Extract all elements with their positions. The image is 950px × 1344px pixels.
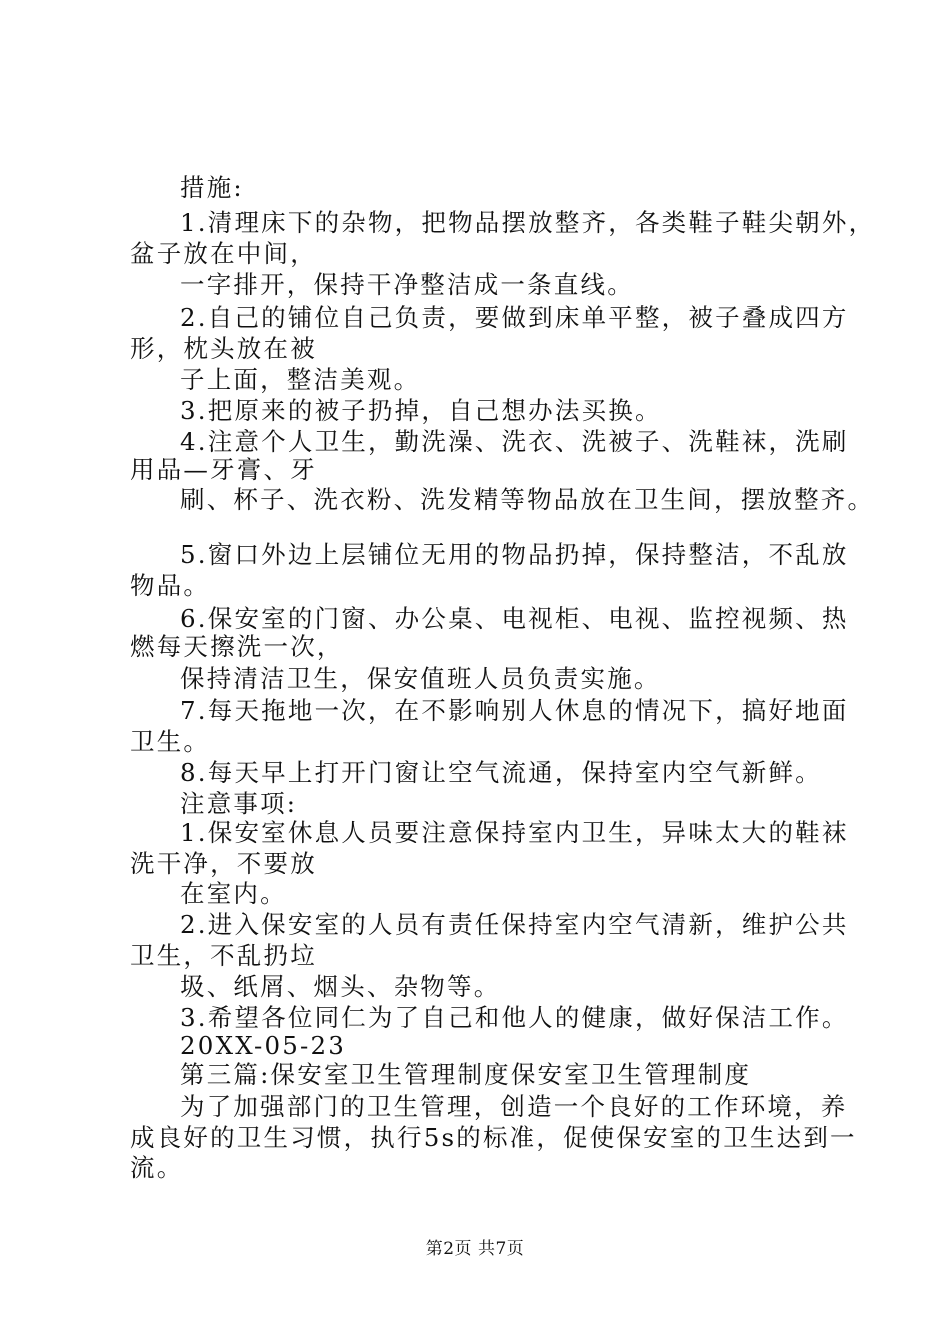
date-line: 20XX-05-23 — [180, 1031, 347, 1060]
text-line: 流。 — [130, 1153, 184, 1182]
text-line: 子上面，整洁美观。 — [180, 365, 421, 394]
text-line: 5.窗口外边上层铺位无用的物品扔掉，保持整洁，不乱放 — [180, 540, 849, 569]
text-line: 3.希望各位同仁为了自己和他人的健康，做好保洁工作。 — [180, 1003, 849, 1032]
text-line: 4.注意个人卫生，勤洗澡、洗衣、洗被子、洗鞋袜，洗刷 — [180, 427, 849, 456]
text-line: 圾、纸屑、烟头、杂物等。 — [180, 972, 501, 1001]
text-line: 洗干净，不要放 — [130, 849, 317, 878]
text-line: 燃每天擦洗一次， — [130, 632, 344, 661]
text-line: 形，枕头放在被 — [130, 334, 317, 363]
text-line: 8.每天早上打开门窗让空气流通，保持室内空气新鲜。 — [180, 758, 822, 787]
text-line: 为了加强部门的卫生管理，创造一个良好的工作环境，养 — [180, 1092, 848, 1121]
text-line: 1.保安室休息人员要注意保持室内卫生，异味太大的鞋袜 — [180, 818, 849, 847]
text-line: 注意事项: — [180, 789, 298, 818]
text-line: 盆子放在中间， — [130, 239, 317, 268]
text-line: 保持清洁卫生，保安值班人员负责实施。 — [180, 664, 661, 693]
text-line: 1.清理床下的杂物，把物品摆放整齐，各类鞋子鞋尖朝外， — [180, 208, 876, 237]
text-line: 6.保安室的门窗、办公桌、电视柜、电视、监控视频、热 — [180, 604, 849, 633]
text-line: 成良好的卫生习惯，执行5s的标准，促使保安室的卫生达到一 — [130, 1123, 857, 1152]
text-line: 一字排开，保持干净整洁成一条直线。 — [180, 270, 634, 299]
page-footer: 第2页 共7页 — [425, 1239, 525, 1259]
section-heading: 第三篇:保安室卫生管理制度保安室卫生管理制度 — [180, 1060, 752, 1089]
text-line: 卫生。 — [130, 727, 211, 756]
text-line: 措施: — [180, 173, 244, 202]
text-line: 刷、杯子、洗衣粉、洗发精等物品放在卫生间，摆放整齐。 — [180, 485, 875, 514]
text-line: 2.进入保安室的人员有责任保持室内空气清新，维护公共 — [180, 910, 849, 939]
text-line: 卫生，不乱扔垃 — [130, 941, 317, 970]
text-line: 3.把原来的被子扔掉，自己想办法买换。 — [180, 396, 662, 425]
text-line: 用品—牙膏、牙 — [130, 455, 317, 484]
text-line: 7.每天拖地一次，在不影响别人休息的情况下，搞好地面 — [180, 696, 849, 725]
text-line: 在室内。 — [180, 879, 287, 908]
text-line: 2.自己的铺位自己负责，要做到床单平整，被子叠成四方 — [180, 303, 849, 332]
text-line: 物品。 — [130, 571, 211, 600]
